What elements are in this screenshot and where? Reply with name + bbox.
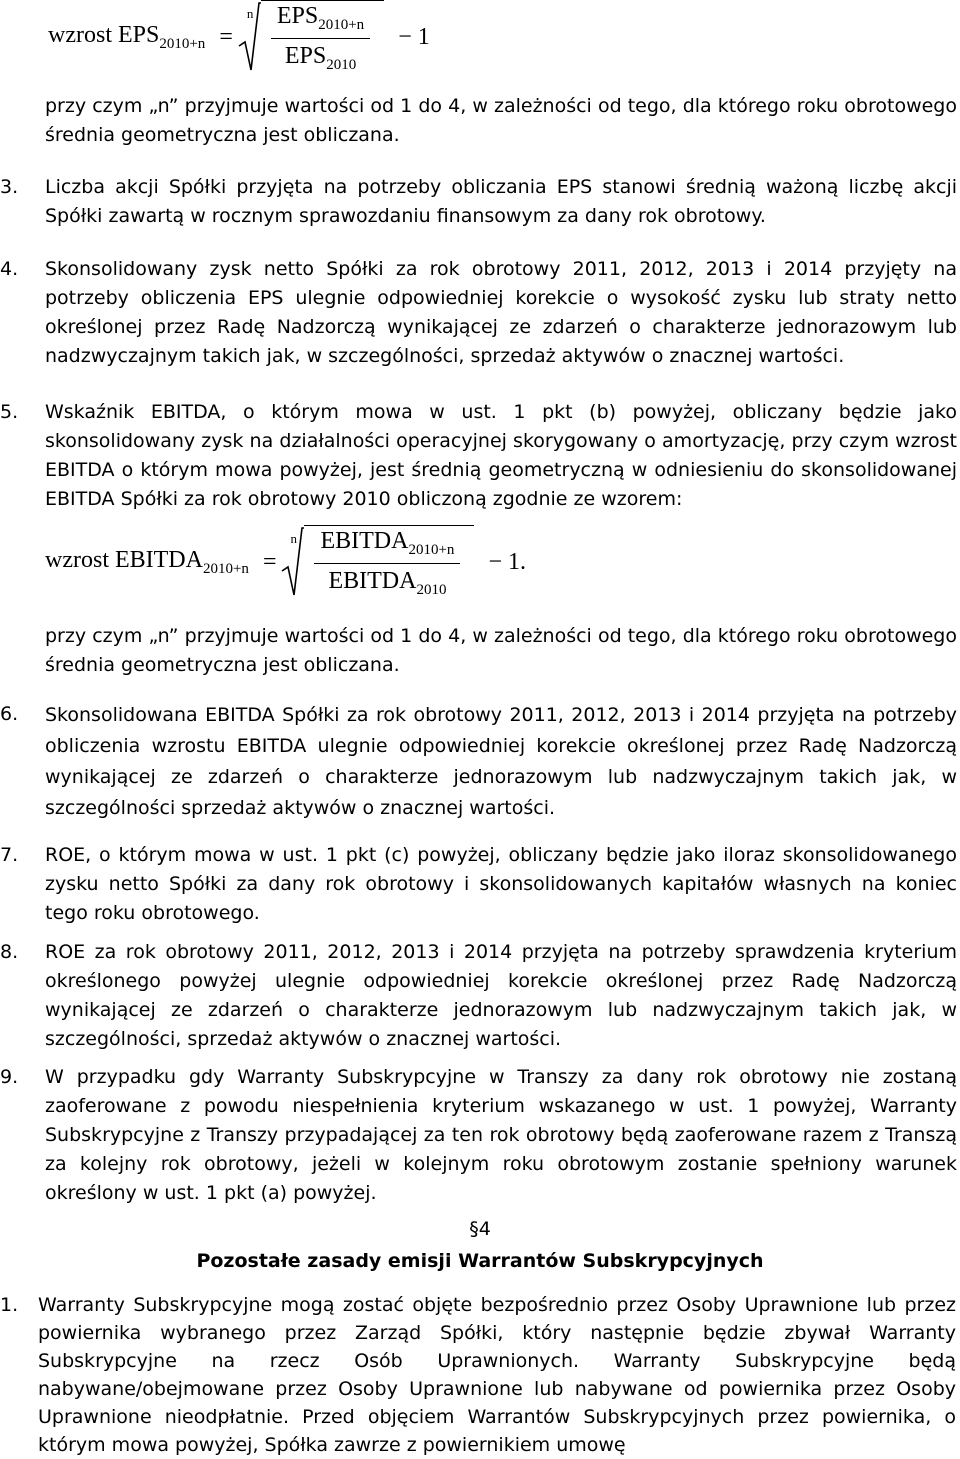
list-item: Warranty Subskrypcyjne mogą zostać objęte bezpośrednio przez Osoby Uprawnione lub przez powiernika wybranego przez Zarząd Spółki, który następnie będzie zbywał Warranty Subskrypcyjne na rzecz Osób Uprawnionych. Warranty Subskrypcyjne będą nabywane/obejmowane przez Osoby Uprawnione lub nabywane od powiernika przez Osoby Uprawnione nieodpłatnie. Przed objęciem Warrantów Subskrypcyjnych przez powiernika, o którym mowa powyżej, Spółka zawrze z powiernikiem umowę [38,1294,956,1456]
item-number: 7. [0,844,19,866]
formula-ebitda [45,525,526,599]
item-number: 1. [0,1294,19,1316]
formula-equals: = [219,23,233,50]
item-number: 9. [0,1066,19,1088]
item-number: 8. [0,941,19,963]
root-index: n [290,531,297,546]
formula-tail: − 1. [488,548,526,575]
root-index: n [246,6,254,21]
formula-fraction [304,525,474,599]
paragraph-ebitda-note: przy czym „n” przyjmuje wartości od 1 do 4, w zależności od tego, dla którego roku obrotowego średnia geometryczna jest obliczana. [45,625,957,676]
list-item: ROE za rok obrotowy 2011, 2012, 2013 i 2014 przyjęta na potrzeby sprawdzenia kryterium określonego powyżej ulegnie odpowiedniej korekcie określonej przez Radę Nadzorczą wynikającej ze zdarzeń o charakterze jednorazowym lub nadzwyczajnym takich jak, w szczególności, sprzedaż aktywów o znacznej wartości. [45,941,957,1050]
paragraph-eps-note: przy czym „n” przyjmuje wartości od 1 do 4, w zależności od tego, dla którego roku obrotowego średnia geometryczna jest obliczana. [45,95,957,146]
list-item: Skonsolidowana EBITDA Spółki za rok obrotowy 2011, 2012, 2013 i 2014 przyjęta na potrzeby obliczenia wzrostu EBITDA ulegnie odpowiedniej korekcie określonej przez Radę Nadzorczą wynikającej ze zdarzeń o charakterze jednorazowym lub nadzwyczajnym takich jak, w szczególności sprzedaż aktywów o znacznej wartości. [45,704,957,819]
formula-equals: = [262,548,277,575]
item-number: 5. [0,401,19,423]
list-item: W przypadku gdy Warranty Subskrypcyjne w Transzy za dany rok obrotowy nie zostaną zaoferowane z powodu niespełnienia kryterium wskazanego w ust. 1 powyżej, Warranty Subskrypcyjne z Transzy przypadającej za ten rok obrotowy będą zaoferowane razem z Transzą za kolejny rok obrotowy, jeżeli w kolejnym roku obrotowym zostanie spełniony warunek określony w ust. 1 pkt (a) powyżej. [45,1066,957,1204]
fraction-numerator: $EBITDA_{2010+n}$ [314,528,460,564]
list-item: Liczba akcji Spółki przyjęta na potrzeby obliczania EPS stanowi średnią ważoną liczbę akcji Spółki zawartą w rocznym sprawozdaniu finansowym za dany rok obrotowy. [45,176,957,227]
fraction-denominator: $EBITDA_{2010}$ [328,568,447,598]
list-item: ROE, o którym mowa w ust. 1 pkt (c) powyżej, obliczany będzie jako iloraz skonsolidowanego zysku netto Spółki za dany rok obrotowy i skonsolidowanych kapitałów własnych na koniec tego roku obrotowego. [45,844,957,924]
formula-lhs: wzrost $EPS_{2010+n}$ [48,21,206,52]
item-number: 3. [0,176,19,198]
formula-fraction [261,0,384,74]
formula-eps [48,0,430,74]
item-number: 4. [0,258,19,280]
list-item: Skonsolidowany zysk netto Spółki za rok obrotowy 2011, 2012, 2013 i 2014 przyjęty na potrzeby obliczenia EPS ulegnie odpowiedniej korekcie o wysokość zysku lub straty netto określonej przez Radę Nadzorczą wynikającej ze zdarzeń o charakterze jednorazowym lub nadzwyczajnym takich jak, w szczególności, sprzedaż aktywów o znacznej wartości. [45,258,957,367]
formula-tail: − 1 [398,23,430,50]
fraction-numerator: $EPS_{2010+n}$ [271,3,370,39]
formula-root [237,0,384,74]
formula-root [280,525,474,599]
fraction-denominator: $EPS_{2010}$ [284,43,357,73]
section-number: §4 [469,1218,491,1240]
list-item: Wskaźnik EBITDA, o którym mowa w ust. 1 pkt (b) powyżej, obliczany będzie jako skonsolidowany zysk na działalności operacyjnej skorygowany o amortyzację, przy czym wzrost EBITDA o którym mowa powyżej, jest średnią geometryczną w odniesieniu do skonsolidowanej EBITDA Spółki za rok obrotowy 2010 obliczoną zgodnie ze wzorem: [45,401,957,510]
item-number: 6. [0,703,19,725]
formula-lhs: wzrost $EBITDA_{2010+n}$ [45,546,249,577]
section-title: Pozostałe zasady emisji Warrantów Subskrypcyjnych [196,1250,764,1272]
